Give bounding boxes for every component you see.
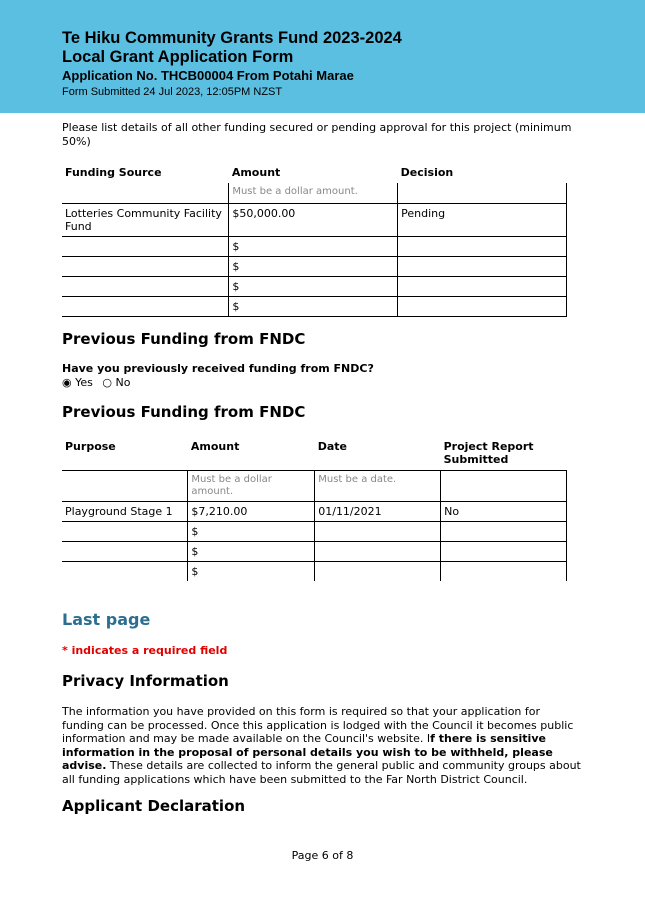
table-cell xyxy=(62,561,188,581)
other-funding-table xyxy=(62,163,567,317)
column-header: Decision xyxy=(400,166,454,179)
table-row xyxy=(62,203,567,236)
column-header: Project Report Submitted xyxy=(443,440,534,466)
table-row xyxy=(62,561,567,581)
table-row xyxy=(62,276,567,296)
table-cell: $ xyxy=(188,561,315,581)
radio-empty-icon: ○ xyxy=(102,376,112,389)
column-header: Amount xyxy=(231,166,281,179)
column-header: Funding Source xyxy=(65,166,162,179)
table-cell xyxy=(398,236,567,256)
table-cell xyxy=(62,470,188,501)
table-cell xyxy=(62,276,229,296)
table-cell: $7,210.00 xyxy=(188,501,315,521)
amount-hint: Must be a dollar amount. xyxy=(229,183,398,203)
table-cell xyxy=(398,276,567,296)
table-cell: No xyxy=(441,501,567,521)
privacy-text xyxy=(62,705,582,786)
amount-hint: Must be a dollar amount. xyxy=(188,470,315,501)
privacy-heading: Privacy Information xyxy=(62,672,229,690)
table-cell: Pending xyxy=(398,203,567,236)
radio-label: No xyxy=(115,376,131,389)
table-cell xyxy=(398,256,567,276)
table-cell: $ xyxy=(188,521,315,541)
table-cell: $ xyxy=(229,296,398,316)
previous-funding-table xyxy=(62,436,567,581)
form-header xyxy=(0,0,645,113)
privacy-text-part: These details are collected to inform the general public and community groups about all funding applications which have been submitted to the Far North District Council. xyxy=(62,759,581,786)
radio-label: Yes xyxy=(75,376,93,389)
section-heading: Previous Funding from FNDC xyxy=(62,403,306,421)
table-cell: $ xyxy=(229,236,398,256)
form-subtitle: Local Grant Application Form xyxy=(62,48,294,66)
page-number: Page 6 of 8 xyxy=(291,849,354,862)
table-cell: $ xyxy=(229,276,398,296)
privacy-text-part: The information you have provided on this form is required so that your application for funding can be processed. Once this application is lodged with the Council it becomes public information and may be made available on the Council's website. I xyxy=(62,705,574,745)
date-hint: Must be a date. xyxy=(315,470,441,501)
table-cell xyxy=(62,236,229,256)
question-label: Have you previously received funding from FNDC? xyxy=(62,362,374,375)
radio-group xyxy=(62,376,136,389)
table-cell xyxy=(315,521,441,541)
table-row xyxy=(62,521,567,541)
table-row xyxy=(62,296,567,316)
funding-intro: Please list details of all other funding secured or pending approval for this project (minimum 50%) xyxy=(62,121,572,148)
table-row xyxy=(62,541,567,561)
declaration-heading: Applicant Declaration xyxy=(62,797,246,815)
table-row xyxy=(62,256,567,276)
table-cell: $ xyxy=(229,256,398,276)
table-cell: Playground Stage 1 xyxy=(62,501,188,521)
table-cell xyxy=(441,541,567,561)
table-cell xyxy=(62,521,188,541)
table-cell xyxy=(398,296,567,316)
radio-selected-icon: ◉ xyxy=(62,376,72,389)
submitted-date: Form Submitted 24 Jul 2023, 12:05PM NZST xyxy=(62,86,283,98)
required-field-note: * indicates a required field xyxy=(62,644,228,657)
table-cell: $50,000.00 xyxy=(229,203,398,236)
form-title: Te Hiku Community Grants Fund 2023-2024 xyxy=(62,29,402,47)
table-cell xyxy=(62,541,188,561)
table-cell: 01/11/2021 xyxy=(315,501,441,521)
table-cell: $ xyxy=(188,541,315,561)
table-cell xyxy=(62,256,229,276)
radio-option-yes[interactable] xyxy=(62,376,93,389)
table-cell xyxy=(315,541,441,561)
table-cell xyxy=(441,561,567,581)
column-header: Purpose xyxy=(65,440,116,453)
table-cell xyxy=(441,470,567,501)
last-page-heading: Last page xyxy=(62,610,151,629)
table-cell xyxy=(62,296,229,316)
table-cell xyxy=(398,183,567,203)
table-cell xyxy=(441,521,567,541)
table-cell: Lotteries Community Facility Fund xyxy=(62,203,229,236)
table-cell xyxy=(315,561,441,581)
table-row xyxy=(62,236,567,256)
application-number: Application No. THCB00004 From Potahi Marae xyxy=(62,68,354,83)
table-row xyxy=(62,501,567,521)
column-header: Amount xyxy=(190,440,240,453)
privacy-text-bold: f there is sensitive information in the proposal of personal details you wish to be withheld, please advise. xyxy=(62,732,553,772)
radio-option-no[interactable] xyxy=(102,376,130,389)
section-heading: Previous Funding from FNDC xyxy=(62,330,306,348)
table-cell xyxy=(62,183,229,203)
column-header: Date xyxy=(317,440,348,453)
